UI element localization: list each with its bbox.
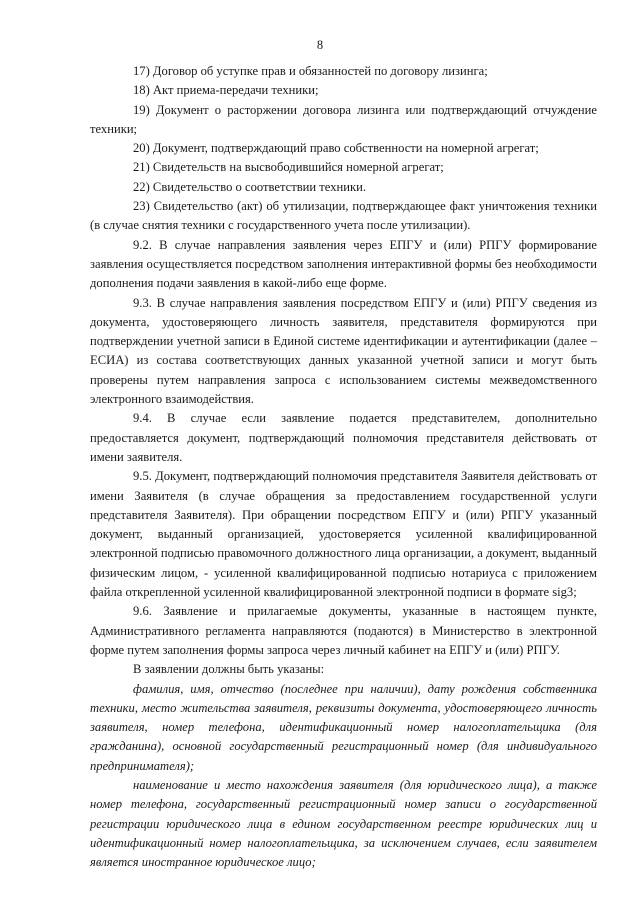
list-item-19: 19) Документ о расторжении договора лизинга или подтверждающий отчуждение техники; bbox=[90, 102, 597, 136]
list-item-21: 21) Свидетельств на высвободившийся номерной агрегат; bbox=[133, 160, 444, 175]
page-number: 8 bbox=[316, 38, 324, 52]
list-item-17: 17) Договор об уступке прав и обязанностей по договору лизинга; bbox=[133, 64, 488, 78]
paragraph-9-3: 9.3. В случае направления заявления посредством ЕПГУ и (или) РПГУ сведения из документа, удостоверяющего личность заявителя, представителя формируются при подтверждении учетной записи в Единой системе идентификации и аутентификации (далее – ЕСИА) из состава соответствующих данных указанной учетной записи и могут быть проверены путем направления запроса с использованием системы межведомственного электронного взаимодействия. bbox=[90, 295, 597, 407]
paragraph-9-2: 9.2. В случае направления заявления через ЕПГУ и (или) РПГУ формирование заявления осуществляется посредством заполнения интерактивной формы без необходимости дополнения подачи заявления в какой-либо еще форме. bbox=[90, 237, 597, 291]
paragraph-9-6: 9.6. Заявление и прилагаемые документы, указанные в настоящем пункте, Административного регламента направляются (подаются) в Министерство в электронной форме путем заполнения формы запроса через личный кабинет на ЕПГУ и (или) РПГУ. bbox=[90, 604, 597, 657]
list-item-23: 23) Свидетельство (акт) об утилизации, подтверждающее факт уничтожения техники (в случае снятия техники с государственного учета после утилизации). bbox=[90, 199, 597, 233]
paragraph-individual-details: фамилия, имя, отчество (последнее при наличии), дату рождения собственника техники, место жительства заявителя, реквизиты документа, удостоверяющего личность заявителя, номер телефона, идентификационный номер налогоплательщика (для гражданина), основной государственный регистрационный номер (для индивидуального предпринимателя); bbox=[90, 681, 597, 773]
list-item-18: 18) Акт приема-передачи техники; bbox=[133, 83, 319, 98]
paragraph-9-4: 9.4. В случае если заявление подается представителем, дополнительно предоставляется документ, подтверждающий полномочия представителя действовать от имени заявителя. bbox=[90, 411, 597, 464]
list-item-20: 20) Документ, подтверждающий право собственности на номерной агрегат; bbox=[133, 141, 539, 156]
list-item-22: 22) Свидетельство о соответствии техники. bbox=[133, 179, 367, 194]
paragraph-9-5: 9.5. Документ, подтверждающий полномочия представителя Заявителя действовать от имени Заявителя (в случае обращения за предоставлением государственной услуги представителя Заявителя). При обращении посредством ЕПГУ и (или) РПГУ указанный документ, выданный организацией, удостоверяется усиленной квалифицированной электронной подписью правомочного должностного лица организации, а документ, выданный физическим лицом, - усиленной квалифицированной подписью нотариуса с приложением файла открепленной усиленной квалифицированной электронной подписи в формате sig3; bbox=[90, 469, 597, 600]
document-body bbox=[90, 62, 597, 872]
paragraph-required-fields: В заявлении должны быть указаны: bbox=[133, 662, 325, 677]
paragraph-legal-entity-details: наименование и место нахождения заявителя (для юридического лица), а также номер телефона, государственный регистрационный номер записи о государственной регистрации юридического лица в едином государственном реестре юридических лиц и идентификационный номер налогоплательщика, за исключением случаев, если заявителем является иностранное юридическое лицо; bbox=[90, 777, 597, 870]
